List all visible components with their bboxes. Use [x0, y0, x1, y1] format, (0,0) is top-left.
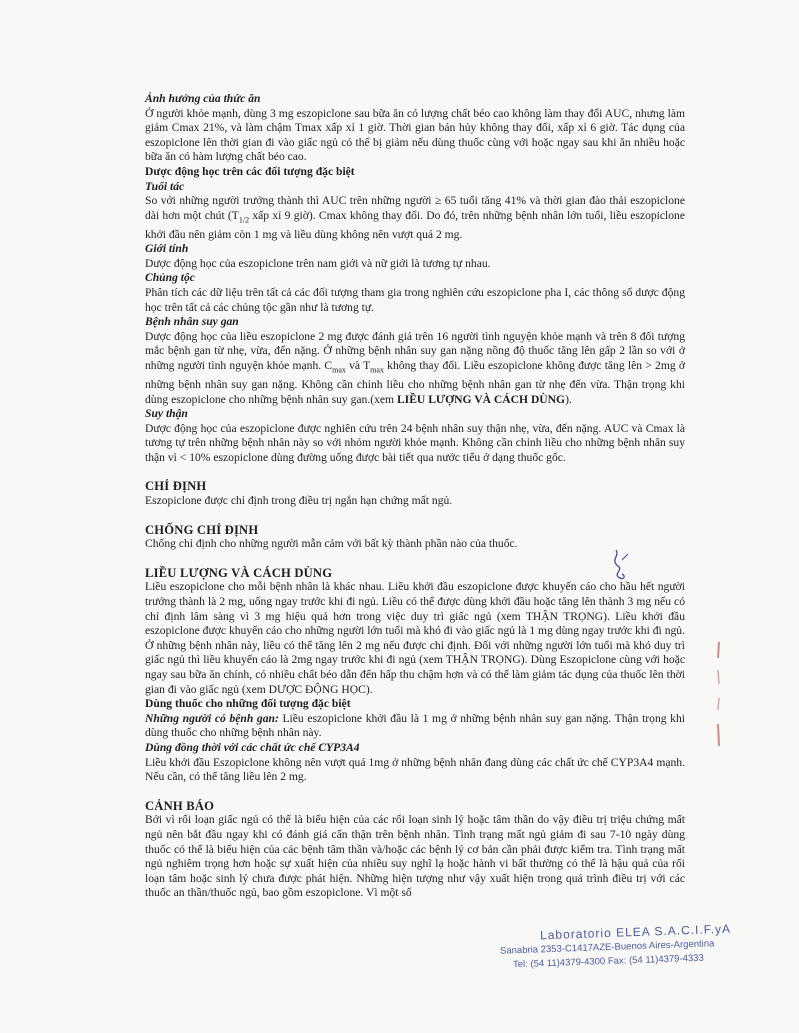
paragraph-hepatic — [145, 330, 685, 407]
hepatic-use-text: Liều eszopiclone khởi đầu là 1 mg ở những bệnh nhân suy gan nặng. Thận trọng khi dùng thuốc cho những bệnh nhân này. — [145, 711, 685, 740]
heading-dosage: LIỀU LƯỢNG VÀ CÁCH DÙNG — [145, 565, 333, 580]
heading-hepatic: Bệnh nhân suy gan — [145, 315, 239, 329]
heading-indication: CHỈ ĐỊNH — [145, 479, 207, 494]
cmax-subscript: max — [332, 365, 346, 375]
heading-special-use: Dùng thuốc cho những đối tượng đặc biệt — [145, 697, 351, 711]
hepatic-text-1: Dược động học của liều eszopiclone 2 mg được đánh giá trên 16 người tình nguyện khỏe mạnh và trên 8 đối tượng mắc bệnh gan từ nhẹ, vừa, đến nặng. Ở những bệnh nhân suy gan nặng nồng độ thuốc tăng lên gấp 2 lần so với ở những người tình nguyện khỏe mạnh. C — [145, 329, 685, 372]
hepatic-text-2: không thay đổi. Liều eszopiclone không được tăng lên > 2mg ở những bệnh nhân suy gan nặng. Không cần chỉnh liều cho những bệnh nhân gan từ nhẹ đến vừa. Thận trọng khi dùng eszopiclone cho những bệnh nhân suy gan.(xem — [145, 359, 685, 406]
heading-warnings: CẢNH BÁO — [145, 798, 215, 813]
heading-cyp3a4: Dùng đồng thời với các chất ức chế CYP3A4 — [145, 740, 360, 754]
hepatic-use-label: Những người có bệnh gan: — [145, 711, 279, 725]
hepatic-reference: LIỀU LƯỢNG VÀ CÁCH DÙNG — [396, 392, 566, 406]
tmax-subscript: max — [370, 365, 384, 375]
paragraph-gender: Dược động học của eszopiclone trên nam giới và nữ giới là tương tự nhau. — [145, 256, 491, 270]
hepatic-text-end: ). — [565, 392, 572, 406]
heading-contraindication: CHỐNG CHỈ ĐỊNH — [145, 522, 259, 537]
company-stamp-name: Laboratorio ELEA S.A.C.I.F.yA — [539, 921, 732, 943]
paragraph-renal: Dược động học của eszopiclone được nghiên cứu trên 24 bệnh nhân suy thận nhẹ, vừa, đến nặng. AUC và Cmax là tương tự trên những bệnh nhân này so với nhóm người khỏe mạnh. Không cần chỉnh liều cho những bệnh nhân suy thận vì < 10% eszopiclone dùng đường uống được bài tiết qua nước tiểu ở dạng thuốc gốc. — [145, 421, 685, 464]
document-body — [145, 92, 685, 901]
heading-race: Chủng tộc — [145, 271, 195, 285]
half-life-subscript: 1/2 — [238, 215, 250, 225]
heading-gender: Giới tính — [145, 242, 189, 256]
paragraph-warnings: Bởi vì rối loạn giấc ngủ có thể là biểu hiện của các rối loạn sinh lý hoặc tâm thần do vậy điều trị triệu chứng mất ngủ nên bắt đầu ngay khi có đánh giá cẩn thận trên bệnh nhân. Tình trạng mất ngủ giảm đi sau 7-10 ngày dùng thuốc có thể là biểu hiện của các bệnh tâm thần và/hoặc các bệnh lý cơ bản cần phải được kiểm tra. Tình trạng mất ngủ nghiêm trọng hơn hoặc sự xuất hiện của nhiều suy nghĩ lạ hoặc hành vi bất thường có thể là hậu quả của rối loạn tâm hoặc sinh lý chưa được phát hiện. Những hiện tượng như vậy xuất hiện trong quá trình điều trị với các thuốc an thần/thuốc ngủ, bao gồm eszopiclone. Vì một số — [145, 813, 685, 900]
paragraph-race: Phân tích các dữ liệu trên tất cả các đối tượng tham gia trong nghiên cứu eszopiclone pha I, các thông số dược động học trên tất cả các chủng tộc gần như là tương tự. — [145, 286, 685, 314]
heading-food-effect: Ảnh hưởng của thức ăn — [145, 92, 261, 105]
company-stamp-address: Sanabria 2353-C1417AZE-Buenos Aires-Argentina — [499, 938, 715, 957]
heading-age: Tuổi tác — [145, 179, 185, 193]
margin-stamp-mark — [712, 640, 726, 750]
paragraph-dosage: Liều eszopiclone cho mỗi bệnh nhân là khác nhau. Liều khởi đầu eszopiclone được khuyến cáo cho hầu hết người trưởng thành là 2 mg, uống ngay trước khi đi ngủ. Liều có thể được dùng khởi đầu hoặc tăng lên thành 3 mg nếu có chỉ định lâm sàng vì 3 mg hiệu quả hơn trong việc duy trì giấc ngủ (xem THẬN TRỌNG). Liều khởi đầu eszopiclone được khuyến cáo cho những người lớn tuổi mà khó đi vào giấc ngủ là 1 mg dùng ngay trước khi đi ngủ. Ở những bệnh nhân này, liều có thể tăng lên 2 mg nếu được chỉ định. Đối với những người lớn tuổi mà khó duy trì giấc ngủ thì liều khuyến cáo là 2mg ngay trước khi đi ngủ (xem THẬN TRỌNG). Dùng Eszopiclone cùng với hoặc ngay sau bữa ăn chính, có nhiều chất béo dẫn đến hấp thu chậm hơn và có thể làm giảm tác dụng của thuốc lên thời gian đi vào giấc ngủ (xem DƯỢC ĐỘNG HỌC). — [145, 580, 685, 696]
paragraph-food-effect: Ở người khỏe mạnh, dùng 3 mg eszopiclone sau bữa ăn có lượng chất béo cao không làm thay đổi AUC, nhưng làm giảm Cmax 21%, và làm chậm Tmax xấp xỉ 1 giờ. Thời gian bán hủy không thay đổi, xấp xỉ 6 giờ. Tác dụng của eszopiclone lên thời gian đi vào giấc ngủ có thể bị giảm nếu dùng thuốc cùng với hoặc ngay sau khi ăn nhiều hoặc bữa ăn có hàm lượng chất béo cao. — [145, 106, 685, 164]
age-text-2: xấp xỉ 9 giờ). Cmax không thay đổi. Do đó, trên những bệnh nhân lớn tuổi, liều eszopiclone khởi đầu nên giảm còn 1 mg và liều dùng không nên vượt quá 2 mg. — [145, 208, 686, 241]
handwritten-signature-mark — [606, 548, 634, 588]
paragraph-age — [145, 194, 685, 242]
paragraph-cyp3a4: Liều khởi đầu Eszopiclone không nên vượt quá 1mg ở những bệnh nhân đang dùng các chất ức chế CYP3A4 mạnh. Nếu cần, có thể tăng liều lên 2 mg. — [145, 755, 685, 784]
company-stamp-phone: Tel: (54 11)4379-4300 Fax: (54 11)4379-4333 — [512, 952, 704, 971]
heading-renal: Suy thận — [145, 407, 188, 421]
heading-special-populations: Dược động học trên các đối tượng đặc biệt — [145, 164, 355, 178]
hepatic-text-mid: và T — [345, 359, 371, 372]
paragraph-contraindication: Chống chỉ định cho những người mẫn cảm với bất kỳ thành phần nào của thuốc. — [145, 537, 518, 551]
age-text-1: So với những người trưởng thành thì AUC trên những người ≥ 65 tuổi tăng 41% và thời gian đào thải eszopiclone dài hơn một chút (T — [145, 194, 685, 222]
paragraph-indication: Eszopiclone được chỉ định trong điều trị ngắn hạn chứng mất ngủ. — [145, 494, 453, 508]
paragraph-hepatic-use — [145, 712, 685, 741]
